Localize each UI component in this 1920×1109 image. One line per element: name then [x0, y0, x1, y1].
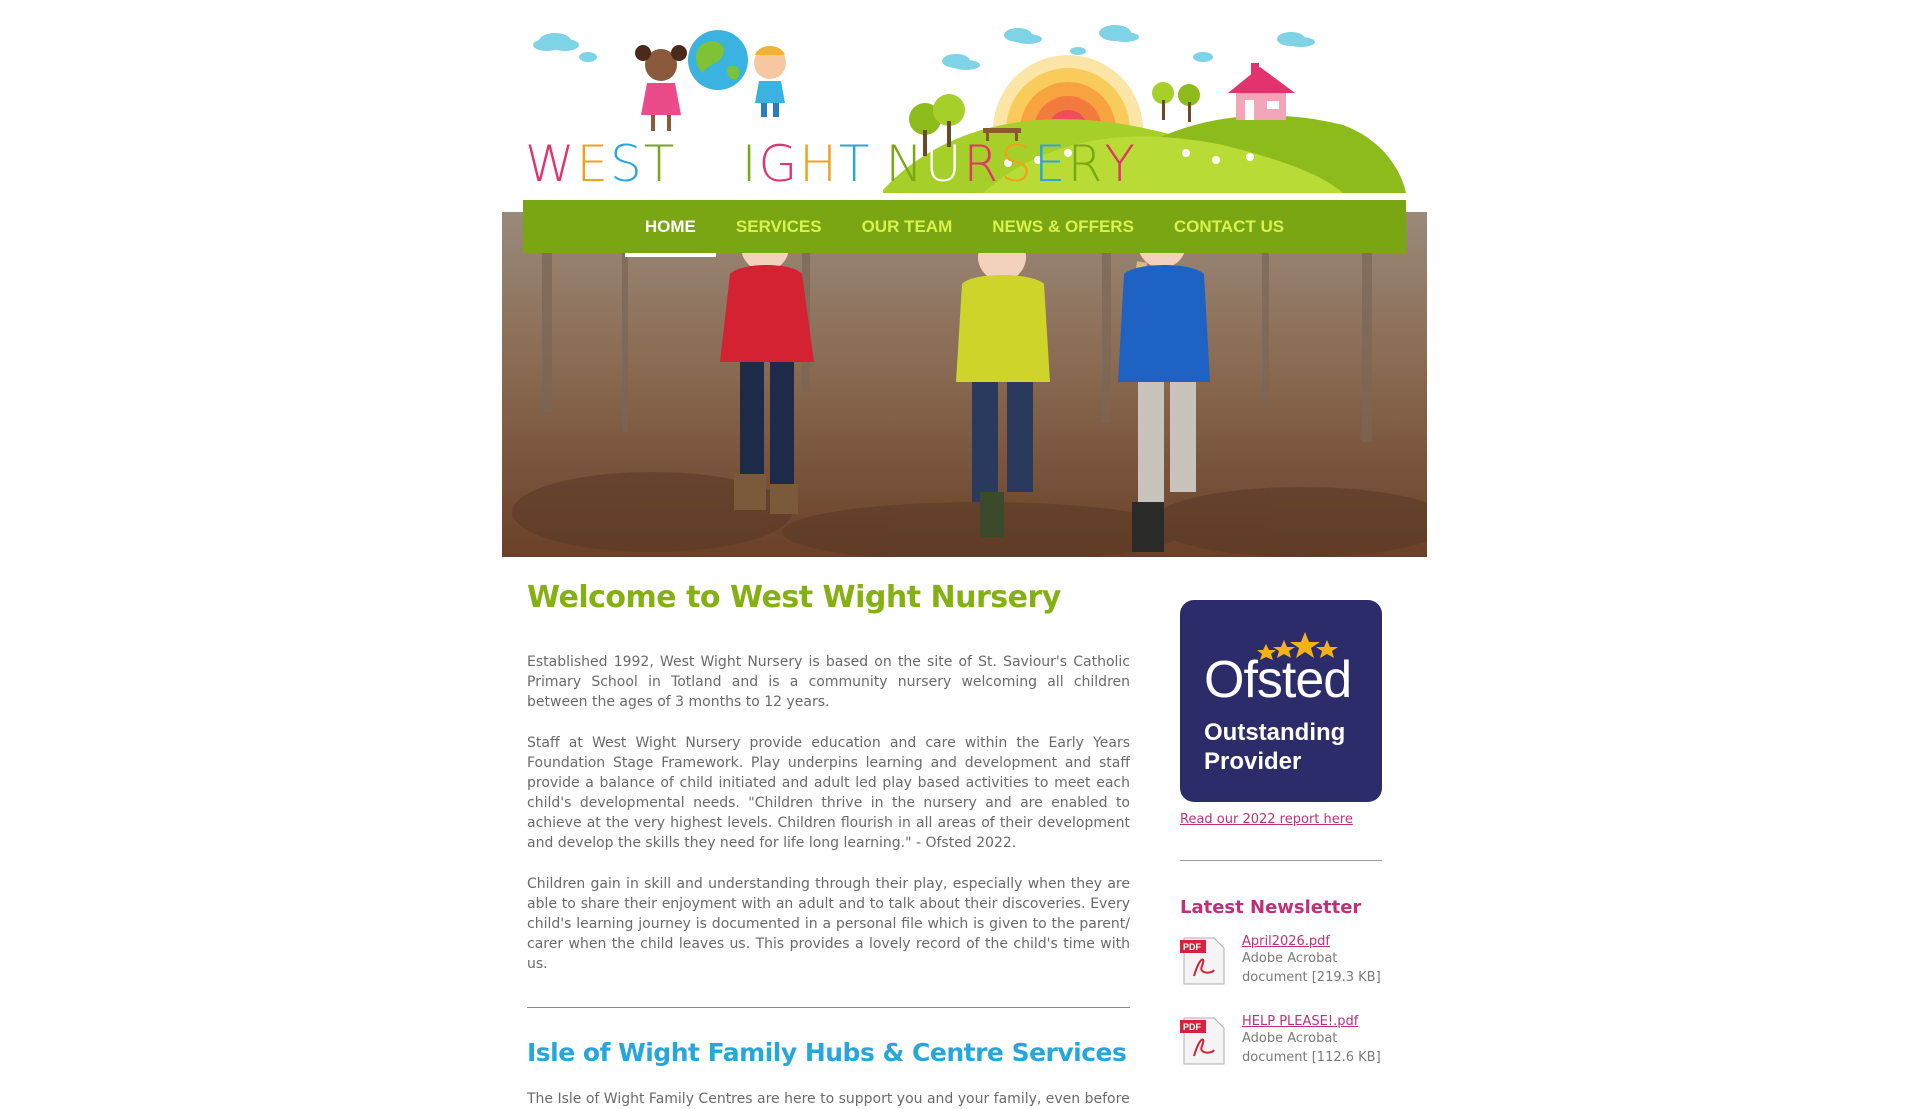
- svg-text:PDF: PDF: [1183, 942, 1201, 952]
- svg-text:PDF: PDF: [1183, 1022, 1201, 1032]
- intro-paragraph-3: Children gain in skill and understanding through their play, especially when they are able to share their enjoyment with an adult and to talk about their discoveries. Every child's learning journey is documented in a personal file which is given to the parent/ carer when the child leaves us. This provides a lovely record of the child's time with us.: [527, 876, 1130, 972]
- sidebar-divider: [1180, 860, 1382, 861]
- logo-letter: S: [610, 135, 644, 193]
- newsletter-download-link[interactable]: April2026.pdf: [1242, 934, 1331, 949]
- logo-letter: R: [963, 135, 1001, 193]
- intro-paragraph-1: Established 1992, West Wight Nursery is based on the site of St. Saviour's Catholic Primary School in Totland and is a community nursery welcoming all children between the ages of 3 months to 12 years.: [527, 654, 1130, 710]
- intro-paragraph-2: Staff at West Wight Nursery provide education and care within the Early Years Foundation Stage Framework. Play underpins learning and development and staff provide a balance of child initiated and adult led play based activities to meet each child's developmental needs. "Children thrive in the nursery and are enabled to achieve at the very highest levels. Children flourish in all areas of their development and develop the skills they need for life long learning." - Ofsted 2022.: [527, 735, 1130, 851]
- file-type: Adobe Acrobat: [1242, 951, 1338, 966]
- sidebar: [1180, 600, 1382, 1096]
- logo-letter: E: [1033, 135, 1068, 193]
- ofsted-line-1: Outstanding: [1204, 719, 1346, 746]
- file-size: document [112.6 KB]: [1242, 1050, 1381, 1065]
- content-divider: [527, 1007, 1130, 1008]
- nav-item-news-offers[interactable]: NEWS & OFFERS: [992, 217, 1134, 236]
- newsletter-title: Latest Newsletter: [1180, 897, 1362, 918]
- logo-wordmark: [525, 135, 1137, 193]
- file-type: Adobe Acrobat: [1242, 1031, 1338, 1046]
- file-size: document [219.3 KB]: [1242, 970, 1381, 985]
- nav-item-home[interactable]: HOME: [625, 200, 716, 253]
- site-header: [523, 15, 1406, 193]
- logo-letter: W: [690, 135, 742, 193]
- nav-item-our-team[interactable]: OUR TEAM: [861, 217, 953, 236]
- ofsted-line-2: Provider: [1204, 748, 1302, 775]
- kids-globe-illustration: [635, 30, 786, 131]
- logo-letter: T: [838, 135, 872, 193]
- house-icon: [1228, 63, 1295, 120]
- pdf-file-icon[interactable]: [1180, 936, 1226, 986]
- ofsted-title: Ofsted: [1204, 651, 1352, 709]
- logo-letter: G: [758, 135, 800, 193]
- logo-letter: I: [741, 135, 759, 193]
- logo-letter: N: [885, 135, 925, 193]
- page-title: Welcome to West Wight Nursery: [527, 580, 1061, 615]
- logo-letter: S: [1000, 135, 1034, 193]
- hero-children-running-image: [502, 212, 1427, 557]
- logo-letter: H: [799, 135, 839, 193]
- logo-text[interactable]: [525, 135, 1137, 193]
- newsletter-download-link[interactable]: HELP PLEASE!.pdf: [1242, 1014, 1359, 1029]
- ofsted-report-link[interactable]: Read our 2022 report here: [1180, 812, 1353, 827]
- newsletter-item: [1180, 1016, 1382, 1076]
- newsletter-info: [1242, 934, 1381, 987]
- hero-photo: [502, 212, 1427, 557]
- newsletter-item: [1180, 936, 1382, 996]
- newsletter-list: [1180, 936, 1382, 1096]
- family-hubs-paragraph: The Isle of Wight Family Centres are here to support you and your family, even before: [527, 1091, 1130, 1107]
- ofsted-outstanding-provider: [1204, 718, 1345, 776]
- report-link-wrap: [1180, 808, 1382, 827]
- main-content: [527, 580, 1130, 1109]
- nav-item-services[interactable]: SERVICES: [735, 217, 822, 236]
- ofsted-badge[interactable]: [1180, 600, 1382, 802]
- pdf-file-icon[interactable]: [1180, 1016, 1226, 1066]
- logo-letter: W: [525, 135, 577, 193]
- main-nav: [523, 200, 1406, 253]
- nav-item-contact-us[interactable]: CONTACT US: [1173, 217, 1285, 236]
- logo-letter: U: [924, 135, 964, 193]
- logo-letter: E: [576, 135, 611, 193]
- section-title-family-hubs: Isle of Wight Family Hubs & Centre Services: [527, 1038, 1127, 1067]
- bench-icon: [983, 128, 1021, 133]
- logo-letter: Y: [1104, 135, 1137, 193]
- logo-letter: T: [643, 135, 677, 193]
- logo-letter: R: [1067, 135, 1105, 193]
- newsletter-info: [1242, 1014, 1381, 1067]
